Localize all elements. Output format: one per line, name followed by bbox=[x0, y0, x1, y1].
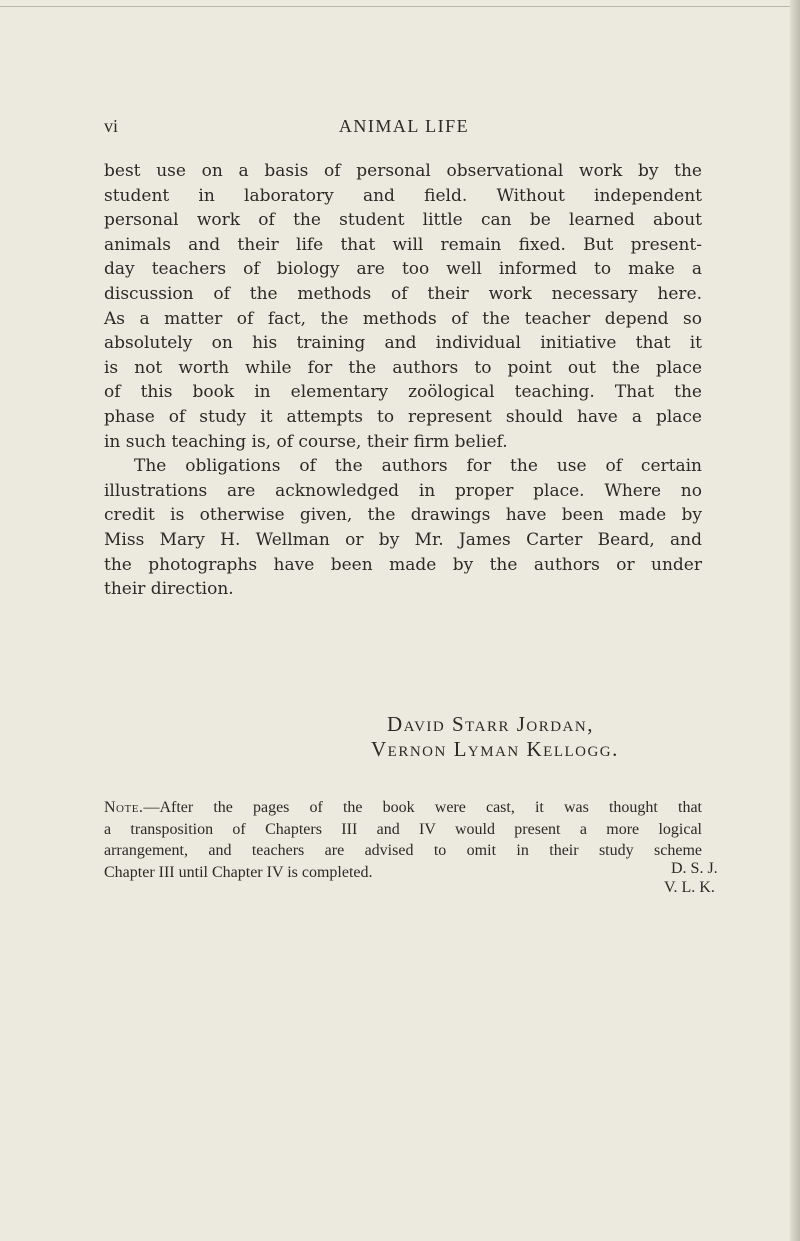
text-line: animals and their life that will remain fixed. But present- bbox=[104, 234, 702, 255]
note-line: arrangement, and teachers are advised to omit in their study scheme bbox=[104, 842, 702, 859]
text-line: illustrations are acknowledged in proper place. Where no bbox=[104, 480, 702, 501]
text-line: absolutely on his training and individual initiative that it bbox=[104, 333, 702, 354]
text-line: As a matter of fact, the methods of the teacher depend so bbox=[104, 308, 702, 329]
footnote bbox=[104, 797, 702, 883]
text-line: credit is otherwise given, the drawings have been made by bbox=[104, 505, 702, 526]
note-initials: V. L. K. bbox=[664, 879, 715, 896]
text-line: the photographs have been made by the authors or under bbox=[104, 554, 702, 575]
text-line: discussion of the methods of their work necessary here. bbox=[104, 283, 702, 304]
text-line: personal work of the student little can be learned about bbox=[104, 210, 702, 231]
page-right-edge bbox=[790, 0, 800, 1241]
note-line: Chapter III until Chapter IV is completed. bbox=[104, 863, 373, 881]
note-line: a transposition of Chapters III and IV would present a more logical bbox=[104, 820, 702, 838]
text-line: of this book in elementary zoölogical teaching. That the bbox=[104, 382, 702, 403]
body-text bbox=[104, 159, 702, 602]
note-label: Note. bbox=[104, 799, 144, 816]
text-line: best use on a basis of personal observational work by the bbox=[104, 161, 702, 181]
page-header bbox=[104, 116, 704, 140]
running-title: ANIMAL LIFE bbox=[338, 116, 470, 136]
text-line: phase of study it attempts to represent should have a place bbox=[104, 406, 702, 427]
text-line: in such teaching is, of course, their firm belief. bbox=[104, 431, 508, 452]
text-line: The obligations of the authors for the use of certain bbox=[134, 456, 702, 477]
text-line: day teachers of biology are too well informed to make a bbox=[104, 259, 702, 280]
page-number: vi bbox=[104, 116, 119, 136]
note-initials: D. S. J. bbox=[671, 860, 718, 877]
note-line bbox=[104, 797, 702, 819]
author-signature: Vernon Lyman Kellogg. bbox=[371, 737, 619, 761]
author-signature: David Starr Jordan, bbox=[387, 712, 594, 736]
text-line: Miss Mary H. Wellman or by Mr. James Carter Beard, and bbox=[104, 529, 702, 550]
text-line: student in laboratory and field. Without independent bbox=[104, 185, 702, 206]
text-line: is not worth while for the authors to point out the place bbox=[104, 357, 702, 378]
text-line: their direction. bbox=[104, 579, 234, 600]
note-text: —After the pages of the book were cast, it was thought that bbox=[143, 799, 702, 816]
page-top-edge bbox=[0, 6, 790, 7]
